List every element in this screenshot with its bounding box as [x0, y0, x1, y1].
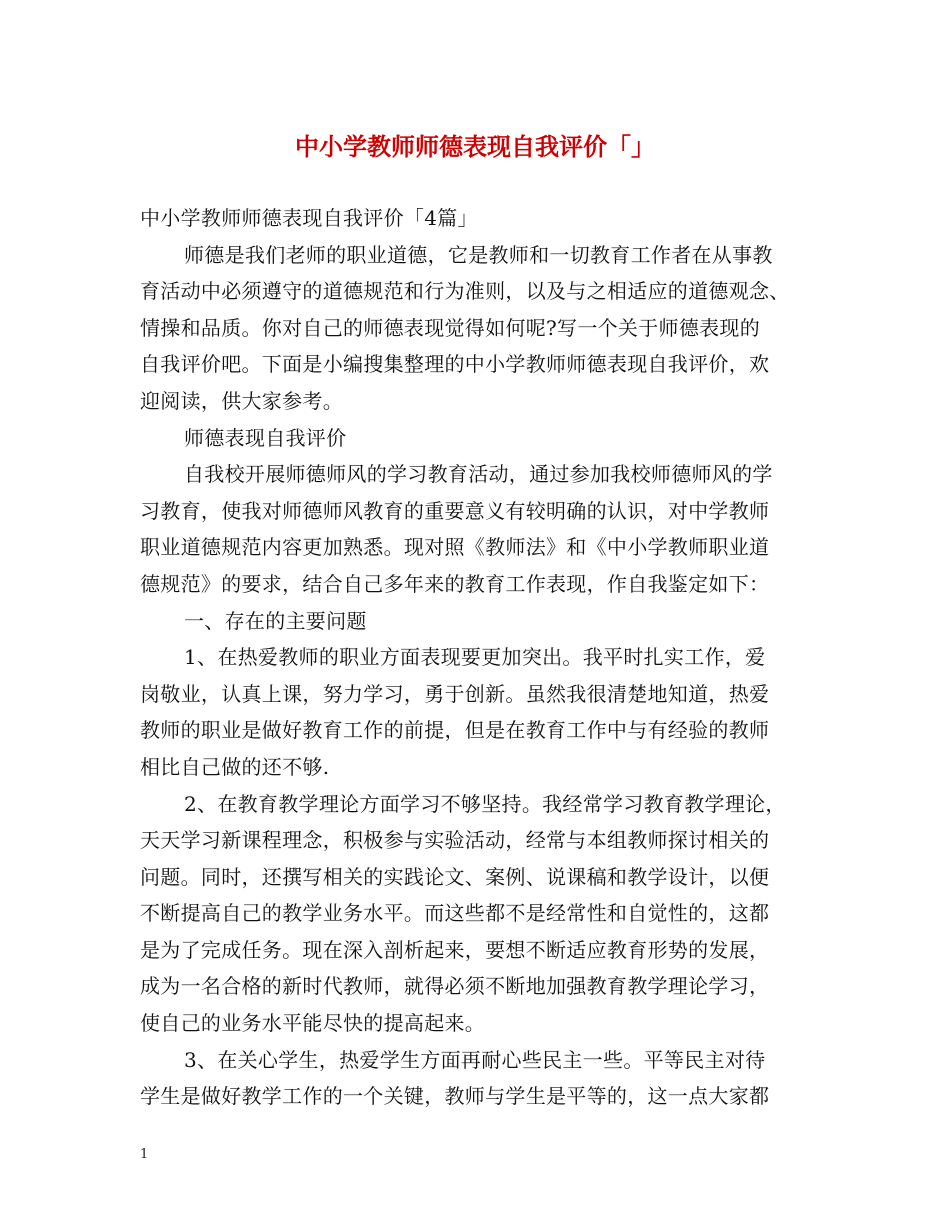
section-heading: 一、存在的主要问题 — [184, 608, 367, 633]
paragraph-line: 自我评价吧。下面是小编搜集整理的中小学教师师德表现自我评价，欢 — [140, 352, 770, 377]
document-title: 中小学教师师德表现自我评价「」 — [295, 132, 655, 161]
paragraph-line: 德规范》的要求，结合自己多年来的教育工作表现，作自我鉴定如下： — [140, 571, 770, 596]
paragraph-line: 成为一名合格的新时代教师，就得必须不断地加强教育教学理论学习， — [140, 974, 770, 999]
paragraph-line: 习教育，使我对师德师风教育的重要意义有较明确的认识，对中学教师 — [140, 498, 770, 523]
document-body — [140, 200, 830, 1115]
paragraph-line: 相比自己做的还不够. — [140, 754, 330, 779]
paragraph-line: 问题。同时，还撰写相关的实践论文、案例、说课稿和教学设计，以便 — [140, 864, 770, 889]
paragraph-line: 育活动中必须遵守的道德规范和行为准则，以及与之相适应的道德观念、 — [140, 279, 790, 304]
paragraph-line: 2、在教育教学理论方面学习不够坚持。我经常学习教育教学理论， — [184, 791, 786, 816]
page-number: 1 — [140, 1147, 149, 1162]
paragraph-line: 迎阅读，供大家参考。 — [140, 388, 343, 413]
paragraph-line: 是为了完成任务。现在深入剖析起来，要想不断适应教育形势的发展， — [140, 937, 770, 962]
section-heading: 师德表现自我评价 — [184, 425, 347, 450]
paragraph-line: 1、在热爱教师的职业方面表现要更加突出。我平时扎实工作，爱 — [184, 645, 766, 670]
paragraph-line: 情操和品质。你对自己的师德表现觉得如何呢?写一个关于师德表现的 — [140, 315, 761, 340]
paragraph-line: 职业道德规范内容更加熟悉。现对照《教师法》和《中小学教师职业道 — [140, 535, 770, 560]
paragraph-line: 岗敬业，认真上课，努力学习，勇于创新。虽然我很清楚地知道，热爱 — [140, 681, 770, 706]
paragraph-line: 教师的职业是做好教育工作的前提，但是在教育工作中与有经验的教师 — [140, 718, 770, 743]
paragraph-line: 师德是我们老师的职业道德，它是教师和一切教育工作者在从事教 — [184, 242, 773, 267]
paragraph-line: 3、在关心学生，热爱学生方面再耐心些民主一些。平等民主对待 — [184, 1047, 766, 1072]
paragraph-line: 自我校开展师德师风的学习教育活动，通过参加我校师德师风的学 — [184, 462, 773, 487]
paragraph-line: 天天学习新课程理念，积极参与实验活动，经常与本组教师探讨相关的 — [140, 828, 770, 853]
paragraph-line: 不断提高自己的教学业务水平。而这些都不是经常性和自觉性的，这都 — [140, 901, 770, 926]
paragraph-line: 使自己的业务水平能尽快的提高起来。 — [140, 1011, 486, 1036]
subtitle-line: 中小学教师师德表现自我评价「4篇」 — [140, 206, 478, 230]
paragraph-line: 学生是做好教学工作的一个关键，教师与学生是平等的，这一点大家都 — [140, 1084, 770, 1109]
